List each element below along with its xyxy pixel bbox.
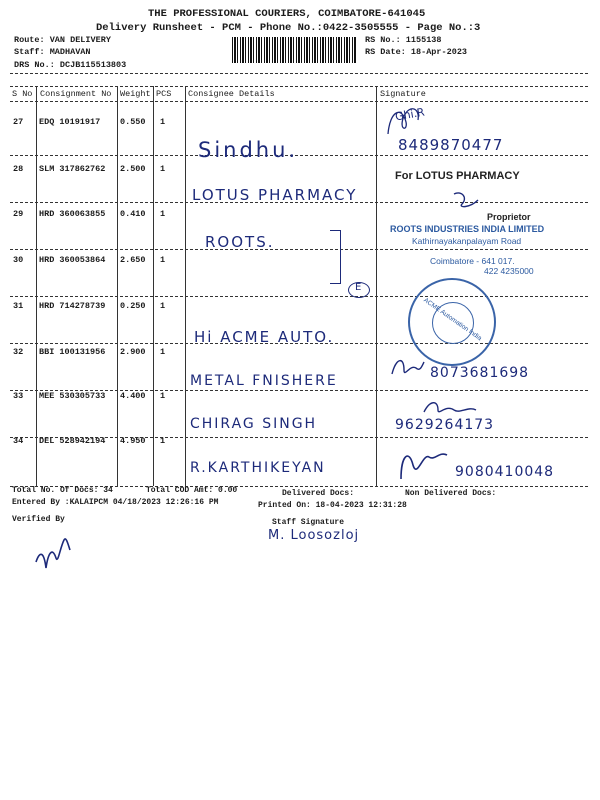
row-weight: 0.250 [120,301,146,311]
seal-text: ACME Automation India [422,296,483,343]
handwritten-chirag: CHIRAG SINGH [190,416,318,432]
row-sno: 33 [13,391,24,401]
handwritten-staff-sign: M. Loosozloj [268,528,360,543]
col-header-signature: Signature [380,89,426,99]
col-header-consignment: Consignment No [40,89,112,99]
route-label: Route: VAN DELIVERY [14,35,111,45]
entered-by: Entered By :KALAIPCM 04/18/2023 12:26:16 PM [12,498,219,507]
handwritten-phone: 9629264173 [395,417,495,433]
handwritten-hi-acme: Hi ACME AUTO. [194,328,335,346]
row-sno: 30 [13,255,24,265]
column-line [36,86,37,486]
handwritten-phone: 8073681698 [430,365,530,381]
handwritten-phone: 9080410048 [455,464,555,480]
drs-number: DRS No.: DCJB115513803 [14,60,127,70]
handwritten-metal: METAL FNISHERE [190,373,338,389]
col-header-weight: Weight [120,89,151,99]
column-line [117,86,118,486]
column-line [376,86,377,486]
handwritten-initial: Ghi.R [394,105,426,124]
row-consignment: SLM 317862762 [39,164,106,174]
row-pcs: 1 [160,347,166,357]
total-docs: Total No. Of Docs: 34 [12,486,113,495]
row-weight: 0.410 [120,209,146,219]
row-divider [10,249,588,250]
handwritten-karthikeyan: R.KARTHIKEYAN [190,460,326,476]
rs-date: RS Date: 18-Apr-2023 [365,47,468,57]
row-consignment: DEL 528942194 [39,436,106,446]
row-sno: 27 [13,117,24,127]
row-pcs: 1 [160,301,166,311]
staff-signature-label: Staff Signature [272,518,345,527]
row-sno: 31 [13,301,24,311]
row-divider [10,296,588,297]
signature-scribble [388,352,428,382]
row-sno: 28 [13,164,24,174]
printed-on: Printed On: 18-04-2023 12:31:28 [258,501,407,510]
signature-scribble [380,100,450,140]
stamp-roots-address: Coimbatore - 641 017. [430,256,515,266]
signature-scribble [395,445,455,485]
divider [10,101,588,102]
row-pcs: 1 [160,164,166,174]
handwritten-phone: 8489870477 [398,136,504,154]
row-sno: 29 [13,209,24,219]
circled-letter: E [355,282,362,293]
row-consignment: HRD 360063855 [39,209,106,219]
stamp-roots-address: Kathirnayakanpalayam Road [412,236,522,246]
stamp-roots-phone: 422 4235000 [484,266,534,276]
bracket-mark [330,230,341,284]
row-pcs: 1 [160,117,166,127]
row-sno: 32 [13,347,24,357]
col-header-consignee: Consignee Details [188,89,275,99]
total-cod: Total COD Amt: 0.00 [146,486,238,495]
row-weight: 4.400 [120,391,146,401]
row-weight: 2.650 [120,255,146,265]
row-consignment: BBI 100131956 [39,347,106,357]
rs-number: RS No.: 1155138 [365,35,442,45]
handwritten-roots: ROOTS. [205,233,275,251]
column-line [153,86,154,486]
row-weight: 0.550 [120,117,146,127]
verifier-signature-scribble [30,528,80,578]
row-weight: 4.950 [120,436,146,446]
circled-mark [348,282,370,298]
row-divider [10,155,588,156]
col-header-pcs: PCS [156,89,172,99]
row-pcs: 1 [160,391,166,401]
runsheet-subtitle: Delivery Runsheet - PCM - Phone No.:0422-3505555 - Page No.:3 [96,22,481,34]
staff-label: Staff: MADHAVAN [14,47,91,57]
handwritten-sindhu: Sindhu. [198,138,299,162]
company-seal [408,278,496,366]
row-consignment: HRD 360053864 [39,255,106,265]
row-consignment: MEE 530305733 [39,391,106,401]
row-consignment: EDQ 10191917 [39,117,101,127]
row-pcs: 1 [160,209,166,219]
row-consignment: HRD 714278739 [39,301,106,311]
col-header-sno: S No [12,89,33,99]
divider [10,86,588,87]
delivered-docs: Delivered Docs: [282,489,355,498]
row-pcs: 1 [160,255,166,265]
stamp-roots-name: ROOTS INDUSTRIES INDIA LIMITED [390,224,545,234]
stamp-proprietor: Proprietor [487,212,531,222]
verified-by: Verified By [12,515,65,524]
row-weight: 2.900 [120,347,146,357]
divider [10,73,588,74]
column-line [185,86,186,486]
row-pcs: 1 [160,436,166,446]
row-weight: 2.500 [120,164,146,174]
row-sno: 34 [13,436,24,446]
signature-scribble [448,188,488,212]
company-title: THE PROFESSIONAL COURIERS, COIMBATORE-641045 [148,8,426,20]
signature-scribble [420,396,480,420]
stamp-lotus-for: For LOTUS PHARMACY [395,170,520,182]
barcode [232,37,356,63]
handwritten-lotus: LOTUS PHARMACY [192,186,358,204]
non-delivered-docs: Non Delivered Docs: [405,489,497,498]
